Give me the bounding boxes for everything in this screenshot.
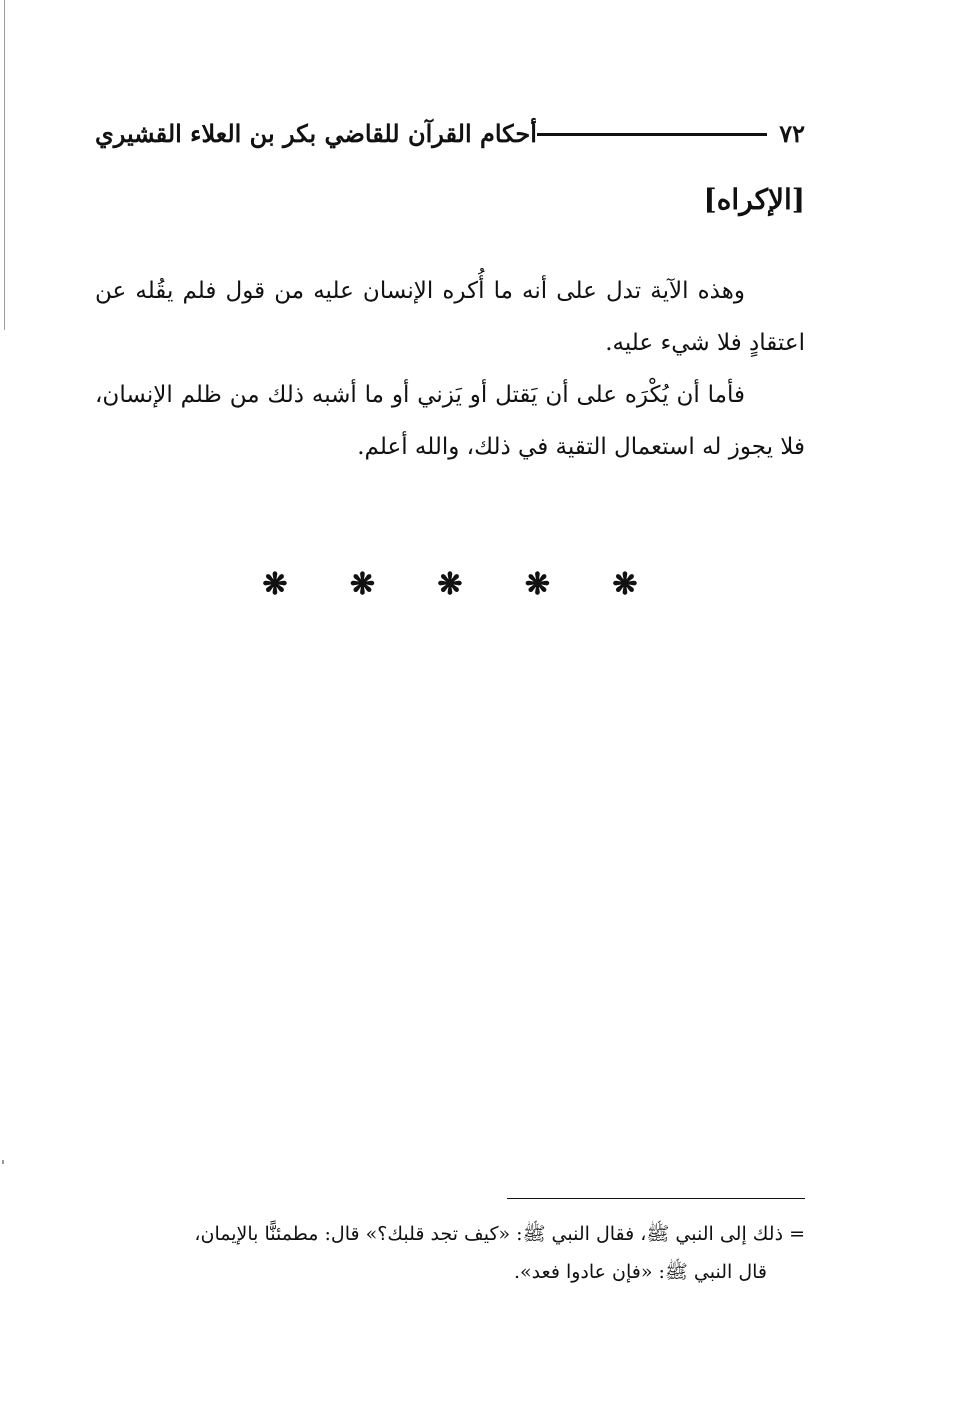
header-rule <box>537 133 767 136</box>
separator-star-icon: ❋ <box>524 567 551 602</box>
body-paragraph-2: فأما أن يُكْرَه على أن يَقتل أو يَزني أو ما أشبه ذلك من ظلم الإنسان، فلا يجوز له استعمال التقية في ذلك، والله أعلم. <box>95 382 805 460</box>
page-edge-mark <box>2 1160 4 1164</box>
footnote-line-2: قال النبي ﷺ: «فإن عادوا فعد». <box>514 1261 767 1283</box>
running-header <box>95 113 805 153</box>
running-title: أحكام القرآن للقاضي بكر بن العلاء القشيري <box>95 118 537 148</box>
section-heading: [الإكراه] <box>703 183 805 216</box>
footnote-line-1: = ذلك إلى النبي ﷺ، فقال النبي ﷺ: «كيف تجد قلبك؟» قال: مطمئنًّا بالإيمان، <box>194 1223 805 1245</box>
separator-star-icon: ❋ <box>262 567 288 602</box>
page-number: ٧٢ <box>779 118 805 148</box>
section-separator <box>255 565 645 605</box>
separator-star-icon: ❋ <box>612 567 638 602</box>
footnote-rule <box>507 1198 805 1199</box>
page-edge-line <box>4 0 5 330</box>
body-paragraph-1: وهذه الآية تدل على أنه ما أُكره الإنسان عليه من قول فلم يقُله عن اعتقادٍ فلا شيء عليه. <box>95 278 805 356</box>
footnote <box>95 1215 805 1291</box>
separator-star-icon: ❋ <box>437 567 463 602</box>
separator-star-icon: ❋ <box>349 567 376 602</box>
book-page <box>95 0 805 1412</box>
